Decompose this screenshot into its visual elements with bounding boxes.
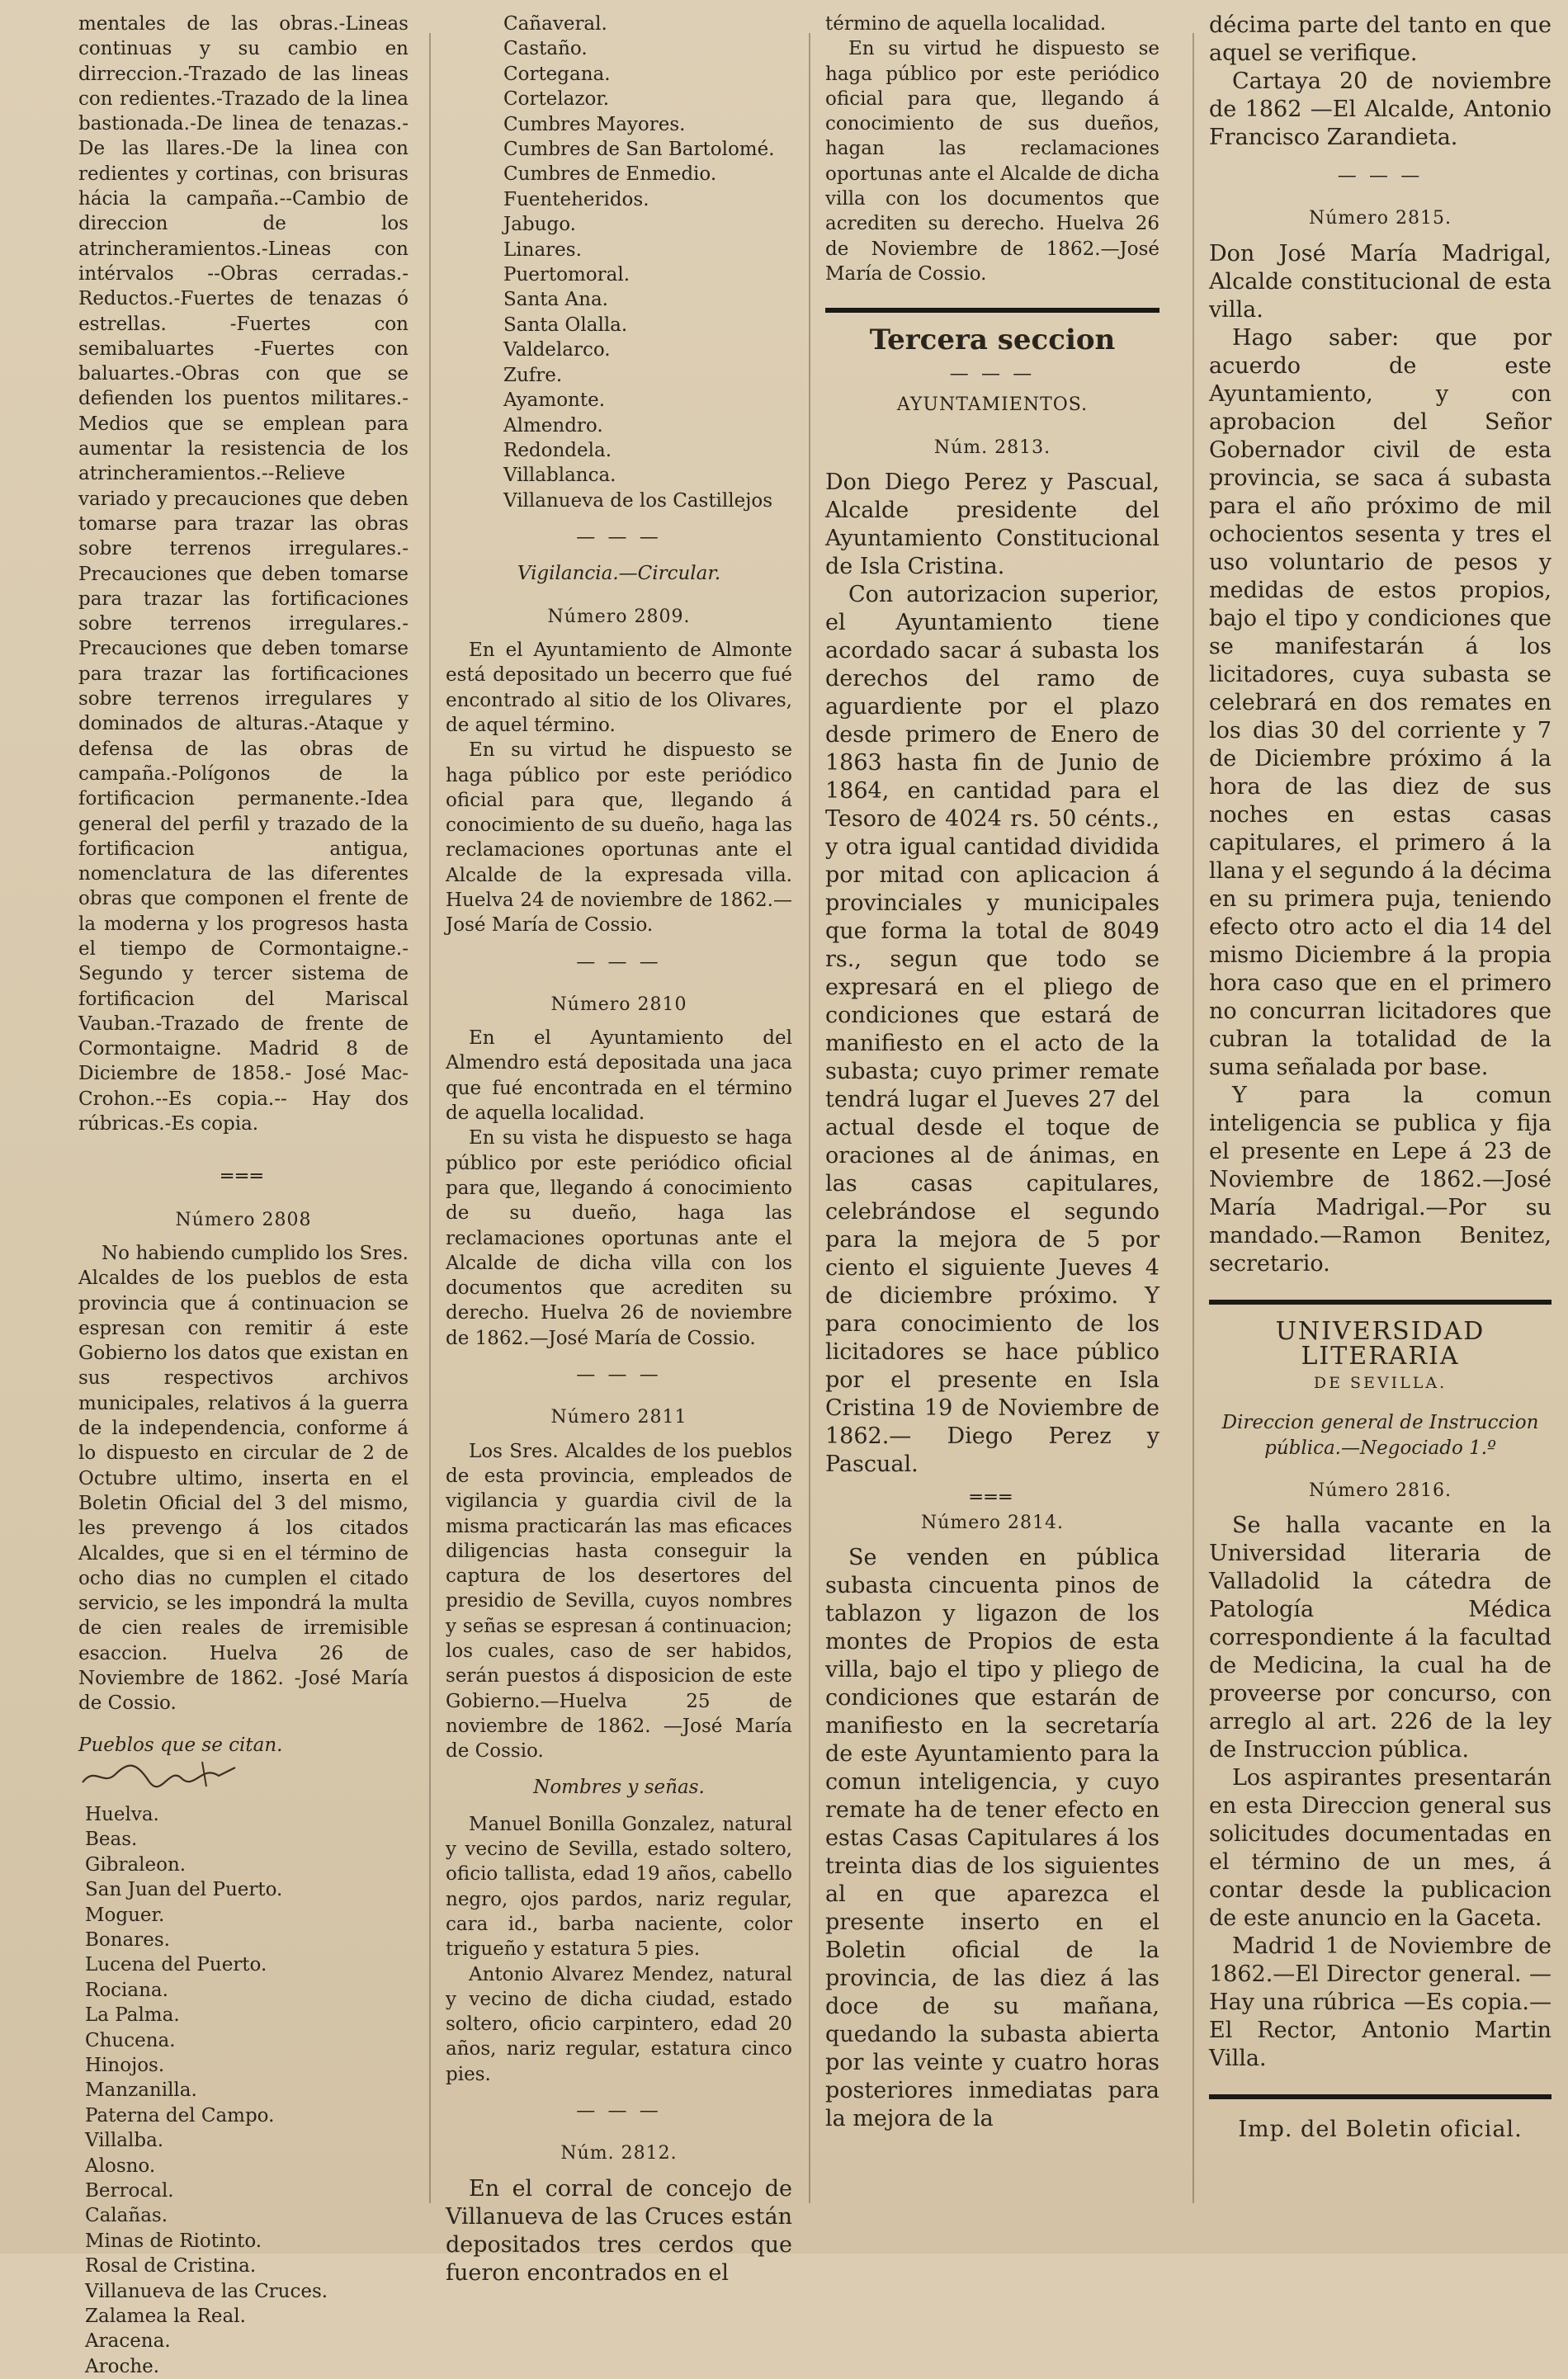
notice-2811-text: Los Sres. Alcaldes de los pueblos de esta provincia, empleados de vigilancia y guardia civil de la misma practicarán las mas eficaces diligencias hasta conseguir la captura de los desertores del presidio de Sevilla, cuyos nombres y señas se espresan á continuacion; los cuales, caso de ser habidos, serán puestos á disposicion de este Gobierno.—Huelva 25 de noviembre de 1862. —José María de Cossio. xyxy=(446,1440,792,1763)
notice-number-2813: Núm. 2813. xyxy=(933,437,1051,459)
town-item: Villalba. xyxy=(85,2130,164,2152)
notice-number-2816: Número 2816. xyxy=(1308,1480,1452,1502)
town-item: Gibraleon. xyxy=(85,1853,187,1876)
section-rule xyxy=(1209,1300,1551,1305)
column-1 xyxy=(78,12,409,2377)
notice-2815-header: Don José María Madrigal, Alcalde constitucional de esta villa. xyxy=(1209,240,1551,323)
town-item: Almendro. xyxy=(503,414,603,437)
notice-2808-text: No habiendo cumplido los Sres. Alcaldes de los pueblos de esta provincia que á continuacion se espresan con remitir á este Gobierno los datos que existan en sus respectivos archivos municipales, relativos á la guerra de la independencia, conforme á lo dispuesto en circular de 2 de Octubre ultimo, inserta en el Boletin Oficial del 3 del mismo, les prevengo á los citados Alcaldes, que si en el término de ocho dias no cumplen el citado servicio, se les impondrá la multa de cien reales de irremisible esaccion. Huelva 26 de Noviembre de 1862. -José María de Cossio. xyxy=(78,1242,409,1715)
town-item: Aroche. xyxy=(85,2355,160,2377)
town-item: Rosal de Cristina. xyxy=(85,2255,257,2278)
ayuntamientos-heading: AYUNTAMIENTOS. xyxy=(896,394,1089,415)
notice-2816-text-b: Los aspirantes presentarán en esta Direccion general sus solicitudes documentadas en el término de un mes, á contar desde la publicacion de este anuncio en la Gaceta. xyxy=(1209,1765,1551,1932)
town-item: Hinojos. xyxy=(85,2054,165,2076)
town-item: Calañas. xyxy=(85,2205,168,2227)
column-divider xyxy=(1193,33,1194,2203)
town-item: Castaño. xyxy=(503,38,588,60)
town-item: Villanueva de los Castillejos xyxy=(503,489,773,512)
town-item: Fuenteheridos. xyxy=(503,188,649,210)
column-divider xyxy=(809,33,810,2203)
town-item: Linares. xyxy=(503,238,582,261)
town-item: La Palma. xyxy=(85,2004,180,2027)
town-item: Redondela. xyxy=(503,439,612,461)
separator: — — — xyxy=(576,526,662,549)
separator: — — — xyxy=(576,951,662,973)
notice-2812-text-b: En su virtud he dispuesto se haga público por este periódico oficial para que, llegando á conocimiento de sus dueños, hagan las reclamaciones oportunas ante el Alcalde de dicha villa con los documentos que acrediten su derecho. Huelva 26 de Noviembre de 1862.—José María de Cossio. xyxy=(825,38,1159,285)
town-item: Cortegana. xyxy=(503,63,611,85)
printer-imprint: Imp. del Boletin oficial. xyxy=(1238,2117,1523,2143)
town-item: Cumbres de Enmedio. xyxy=(503,163,717,186)
notice-number-2811: Número 2811 xyxy=(550,1407,687,1428)
column-divider xyxy=(429,33,431,2203)
separator: ═══ xyxy=(970,1487,1015,1509)
separator: — — — xyxy=(1337,165,1424,186)
column-3 xyxy=(825,12,1159,2240)
notice-number-2815: Número 2815. xyxy=(1308,208,1452,229)
town-item: Paterna del Campo. xyxy=(85,2104,275,2126)
town-item: Cortelazor. xyxy=(503,88,610,111)
section-title: Tercera seccion xyxy=(869,323,1116,357)
section-rule xyxy=(1209,2094,1551,2099)
separator: — — — xyxy=(576,1364,662,1386)
town-item: Rociana. xyxy=(85,1979,168,2001)
town-item: Valdelarco. xyxy=(503,339,611,361)
towns-title: Pueblos que se citan. xyxy=(78,1733,409,1791)
town-item: Chucena. xyxy=(85,2029,176,2051)
town-item: Zufre. xyxy=(503,364,563,386)
notice-2809-text-b: En su virtud he dispuesto se haga público por este periódico oficial para que, llegando á conocimiento de su dueño, haga las reclamaciones oportunas ante el Alcalde de la expresada villa. Huelva 24 de noviembre de 1862.—José María de Cossio. xyxy=(446,739,792,937)
syllabus-text: mentales de las obras.-Lineas continuas y su cambio en dirreccion.-Trazado de las lineas con redientes.-Trazado de la linea bastionada.-De linea de tenazas.-De las llares.-De la linea con redientes y cortinas, con brisuras hácia la campaña.--Cambio de direccion de los atrincheramientos.-Lineas con intérvalos --Obras cerradas.-Reductos.-Fuertes de tenazas ó estrellas. -Fuertes con semibaluartes -Fuertes con baluartes.-Obras con que se defienden los puentos militares.-Medios que se emplean para aumentar la resistencia de los atrincheramientos.--Relieve variado y precauciones que deben tomarse para trazar las obras sobre terrenos irregulares.-Precauciones que deben tomarse para trazar las fortificaciones sobre terrenos irregulares.-Precauciones que deben tomarse para trazar las fortificaciones sobre terrenos irregulares y dominados de alturas.-Ataque y defensa de las obras de campaña.-Polígonos de la fortificacion permanente.-Idea general del perfil y trazado de la fortificacion antigua, nomenclatura de las diferentes obras que componen el frente de la moderna y los progresos hasta el tiempo de Cormontaigne.-Segundo y tercer sistema de fortificacion del Mariscal Vauban.-Trazado de frente de Cormontaigne. Madrid 8 de Diciembre de 1858.- José Mac-Crohon.--Es copia.-- Hay dos rúbricas.-Es copia. xyxy=(78,13,409,1135)
deserter-manuel: Manuel Bonilla Gonzalez, natural y vecino de Sevilla, estado soltero, oficio tallista, edad 19 años, cabello negro, ojos pardos, nariz regular, cara id., barba naciente, color trigueño y estatura 5 pies. xyxy=(446,1813,792,1961)
town-item: Jabugo. xyxy=(503,214,576,236)
deserter-antonio: Antonio Alvarez Mendez, natural y vecino de dicha ciudad, estado soltero, oficio carpintero, edad 20 años, nariz regular, estatura cinco pies. xyxy=(446,1963,792,2085)
notice-2816-text-c: Madrid 1 de Noviembre de 1862.—El Director general. —Hay una rúbrica —Es copia.—El Rector, Antonio Martin Villa. xyxy=(1209,1933,1551,2072)
town-item: Cumbres de San Bartolomé. xyxy=(503,139,775,161)
notice-number-2812: Núm. 2812. xyxy=(560,2143,678,2164)
separator: — — — xyxy=(949,362,1036,385)
university-heading: UNIVERSIDAD LITERARIA xyxy=(1275,1316,1485,1371)
town-item: Zalamea la Real. xyxy=(85,2306,246,2328)
town-item: Santa Olalla. xyxy=(503,314,628,336)
town-item: Manzanilla. xyxy=(85,2079,197,2102)
column-2 xyxy=(446,12,792,2286)
notice-number-2810: Número 2810 xyxy=(550,994,687,1015)
notice-2816-text: Se halla vacante en la Universidad literaria de Valladolid la cátedra de Patología Médica correspondiente á la facultad de Medicina, la cual ha de proveerse por concurso, con arreglo al art. 226 de la ley de Instruccion pública. xyxy=(1209,1513,1551,1763)
town-item: Huelva. xyxy=(85,1803,159,1825)
town-item: Alosno. xyxy=(85,2155,156,2177)
towns-list-continued xyxy=(446,12,792,513)
town-item: Villanueva de las Cruces. xyxy=(85,2280,328,2302)
notice-2812-continued: término de aquella localidad. xyxy=(825,13,1107,35)
towns-list xyxy=(78,1802,409,2379)
notice-number-2809: Número 2809. xyxy=(547,606,691,627)
notice-2810-text-a: En el Ayuntamiento del Almendro está depositada una jaca que fué encontrada en el término de aquella localidad. xyxy=(446,1027,792,1125)
separator: ═══ xyxy=(221,1166,266,1188)
notice-2812-text: En el corral de concejo de Villanueva de las Cruces están depositados tres cerdos que fueron encontrados en el xyxy=(446,2175,792,2286)
town-item: San Juan del Puerto. xyxy=(85,1879,283,1901)
column-4 xyxy=(1209,12,1551,2240)
names-heading: Nombres y señas. xyxy=(533,1777,705,1799)
notice-2813-header: Don Diego Perez y Pascual, Alcalde presidente del Ayuntamiento Constitucional de Isla Cristina. xyxy=(825,470,1159,580)
notice-2809-text-a: En el Ayuntamiento de Almonte está depositado un becerro que fué encontrado al sitio de los Olivares, de aquel término. xyxy=(446,640,792,736)
section-rule xyxy=(825,308,1159,313)
notice-2810-text-b: En su vista he dispuesto se haga público por este periódico oficial para que, llegando á conocimiento de su dueño, haga las reclamaciones oportunas ante el Alcalde de dicha villa con los documentos que acrediten su derecho. Huelva 26 de noviembre de 1862.—José María de Cossio. xyxy=(446,1127,792,1349)
notice-number-2808: Número 2808 xyxy=(175,1209,312,1230)
town-item: Beas. xyxy=(85,1829,138,1851)
town-item: Villablanca. xyxy=(503,465,616,487)
town-item: Berrocal. xyxy=(85,2179,174,2202)
university-city: DE SEVILLA. xyxy=(1313,1374,1448,1393)
section-vigilancia: Vigilancia.—Circular. xyxy=(517,563,721,585)
notice-2813-text: Con autorizacion superior, el Ayuntamiento tiene acordado sacar á subasta los derechos del ramo de aguardiente por el plazo desde primero de Enero de 1863 hasta fin de Junio de 1864, en cantidad para el Tesoro de 4024 rs. 50 cénts., y otra igual cantidad dividida por mitad con aplicacion á provinciales y municipales que forma la total de 8049 rs., segun que todo se expresará en el pliego de condiciones que estará de manifiesto en el acto de la subasta; cuyo primer remate tendrá lugar el Jueves 27 del actual desde el toque de oraciones al de ánimas, en las casas capitulares, celebrándose el segundo para la mejora de 5 por ciento el siguiente Jueves 4 de diciembre próximo. Y para conocimiento de los licitadores se hace público por el presente en Isla Cristina 19 de Noviembre de 1862.— Diego Perez y Pascual. xyxy=(825,582,1159,1478)
notice-2815-text: Hago saber: que por acuerdo de este Ayuntamiento, y con aprobacion del Señor Gobernador civil de esta provincia, se saca á subasta para el año próximo de mil ochocientos sesenta y tres el uso voluntario de pesos y medidas de estos propios, bajo el tipo y condiciones que se manifestarán á los licitadores, cuya subasta se celebrará en dos remates en los dias 30 del corriente y 7 de Diciembre próximo á la hora de las diez de sus noches en estas casas capitulares, el primero á la llana y el segundo á la décima en su primera puja, teniendo efecto otro acto el dia 14 del mismo Diciembre á la propia hora caso que en el primero no concurran licitadores que cubran la totalidad de la suma señalada por base. xyxy=(1209,324,1551,1080)
town-item: Cumbres Mayores. xyxy=(503,113,686,135)
notice-2814-signature: Cartaya 20 de noviembre de 1862 —El Alcalde, Antonio Francisco Zarandieta. xyxy=(1209,68,1551,150)
town-item: Ayamonte. xyxy=(503,389,606,412)
town-item: Puertomoral. xyxy=(503,264,631,286)
town-item: Moguer. xyxy=(85,1904,165,1926)
notice-2814-continued: décima parte del tanto en que aquel se verifique. xyxy=(1209,12,1551,66)
town-item: Minas de Riotinto. xyxy=(85,2230,262,2252)
notice-2814-text: Se venden en pública subasta cincuenta pinos de tablazon y ligazon de los montes de Propios de esta villa, bajo el tipo y pliego de condiciones que estarán de manifiesto en la secretaría de este Ayuntamiento para la comun inteligencia, y cuyo remate ha de tener efecto en estas Casas Capitulares á los treinta dias de los siguientes al en que aparezca el presente inserto en el Boletin oficial de la provincia, de las diez á las doce de su mañana, quedando la subasta abierta por las veinte y cuatro horas posteriores inmediatas para la mejora de la xyxy=(825,1545,1159,2132)
town-item: Aracena. xyxy=(85,2330,171,2353)
notice-2815-text-b: Y para la comun inteligencia se publica y fija el presente en Lepe á 23 de Noviembre de 1862.—José María Madrigal.—Por su mandado.—Ramon Benitez, secretario. xyxy=(1209,1082,1551,1277)
handwritten-signature xyxy=(78,1758,243,1791)
notice-number-2814: Número 2814. xyxy=(920,1512,1065,1533)
direccion-heading: Direccion general de Instruccion pública.—Negociado 1.º xyxy=(1221,1412,1539,1459)
town-item: Cañaveral. xyxy=(503,13,607,35)
town-item: Santa Ana. xyxy=(503,289,608,311)
town-item: Lucena del Puerto. xyxy=(85,1954,267,1976)
town-item: Bonares. xyxy=(85,1928,170,1951)
separator: — — — xyxy=(576,2100,662,2122)
